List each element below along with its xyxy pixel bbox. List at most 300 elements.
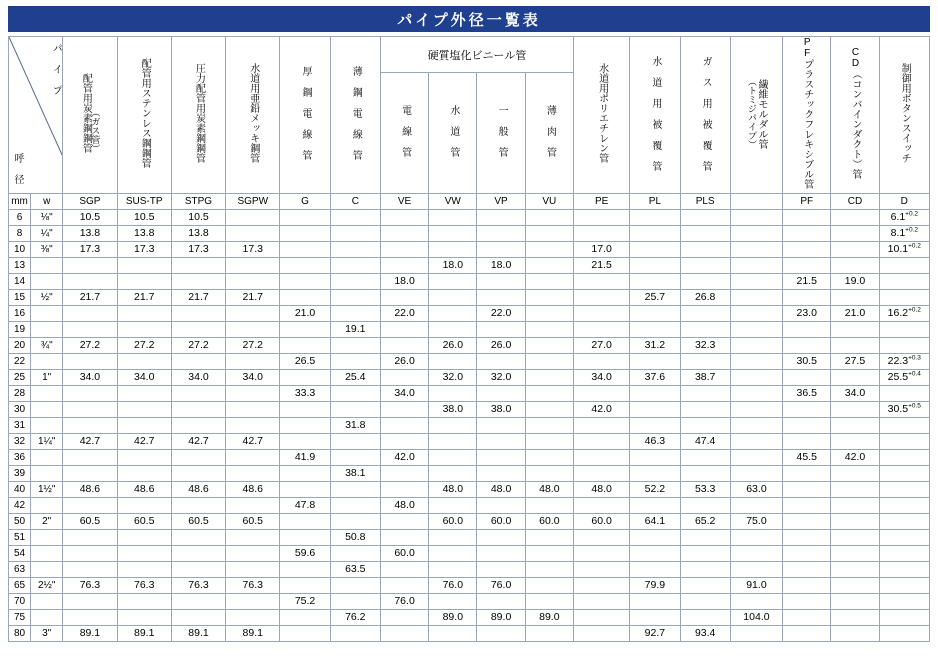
cell-圧力配管用炭素鋼鋼管 [171, 529, 225, 545]
cell-ガス用被覆管 [680, 305, 730, 321]
cell-繊維モルダル管（トミジパイプ） [730, 401, 782, 417]
col-header-pe: 水道用ポリエチレン管 [573, 37, 629, 194]
cell-電線管 [380, 513, 428, 529]
cell-一般管 [477, 353, 525, 369]
cell-厚鋼電線管 [280, 577, 330, 593]
cell-水道管 [429, 209, 477, 225]
cell-制御用ボタンスイッチ [879, 545, 929, 561]
cell-制御用ボタンスイッチ: $22.3^{+0.3}$ [879, 353, 929, 369]
row-size-inch [31, 545, 63, 561]
cell-制御用ボタンスイッチ [879, 609, 929, 625]
cell-CDコンバインダクト管 [831, 545, 879, 561]
code-pe: PE [573, 193, 629, 209]
cell-薄肉管 [525, 497, 573, 513]
cell-PFプラスチックフレキシブル管 [783, 465, 831, 481]
cell-配管用炭素鋼鋼管（ガス管） [63, 273, 117, 289]
cell-水道用ポリエチレン管: 60.0 [573, 513, 629, 529]
cell-圧力配管用炭素鋼鋼管 [171, 545, 225, 561]
cell-PFプラスチックフレキシブル管 [783, 209, 831, 225]
cell-厚鋼電線管 [280, 609, 330, 625]
cell-配管用炭素鋼鋼管（ガス管）: 76.3 [63, 577, 117, 593]
cell-電線管: 42.0 [380, 449, 428, 465]
cell-薄鋼電線管 [330, 545, 380, 561]
cell-水道用亜鉛メッキ鋼管: 34.0 [226, 369, 280, 385]
cell-電線管 [380, 561, 428, 577]
cell-一般管 [477, 241, 525, 257]
cell-厚鋼電線管: 21.0 [280, 305, 330, 321]
cell-水道用ポリエチレン管: 21.5 [573, 257, 629, 273]
cell-水道用ポリエチレン管: 34.0 [573, 369, 629, 385]
cell-水道用ポリエチレン管 [573, 449, 629, 465]
cell-水道用亜鉛メッキ鋼管 [226, 401, 280, 417]
row-size-inch: 1½" [31, 481, 63, 497]
cell-CDコンバインダクト管 [831, 529, 879, 545]
cell-水道用ポリエチレン管 [573, 625, 629, 641]
cell-水道用亜鉛メッキ鋼管: 48.6 [226, 481, 280, 497]
cell-配管用炭素鋼鋼管（ガス管） [63, 529, 117, 545]
cell-一般管: 38.0 [477, 401, 525, 417]
code-pf: PF [783, 193, 831, 209]
cell-配管用炭素鋼鋼管（ガス管）: 17.3 [63, 241, 117, 257]
cell-薄鋼電線管 [330, 225, 380, 241]
row-size-mm: 14 [9, 273, 31, 289]
cell-ガス用被覆管 [680, 465, 730, 481]
cell-一般管: 32.0 [477, 369, 525, 385]
cell-制御用ボタンスイッチ: $30.5^{+0.5}$ [879, 401, 929, 417]
cell-薄鋼電線管 [330, 577, 380, 593]
cell-ガス用被覆管: 53.3 [680, 481, 730, 497]
cell-繊維モルダル管（トミジパイプ） [730, 241, 782, 257]
table-row [9, 305, 930, 321]
row-size-mm: 13 [9, 257, 31, 273]
cell-配管用ステンレス鋼鋼管 [117, 321, 171, 337]
cell-制御用ボタンスイッチ [879, 289, 929, 305]
cell-電線管 [380, 321, 428, 337]
cell-配管用ステンレス鋼鋼管: 89.1 [117, 625, 171, 641]
cell-CDコンバインダクト管 [831, 465, 879, 481]
cell-配管用ステンレス鋼鋼管: 48.6 [117, 481, 171, 497]
cell-水道用ポリエチレン管 [573, 273, 629, 289]
row-size-mm: 19 [9, 321, 31, 337]
cell-圧力配管用炭素鋼鋼管 [171, 465, 225, 481]
cell-水道管 [429, 625, 477, 641]
row-size-mm: 30 [9, 401, 31, 417]
table-row [9, 529, 930, 545]
cell-CDコンバインダクト管 [831, 497, 879, 513]
row-size-inch [31, 609, 63, 625]
cell-薄鋼電線管 [330, 353, 380, 369]
cell-電線管 [380, 337, 428, 353]
cell-繊維モルダル管（トミジパイプ） [730, 625, 782, 641]
col-header-ve: 電 線 管 [380, 73, 428, 193]
col-header-cd: CD（コンバインダクト）管 [831, 37, 879, 194]
col-header-sgp: 配管用炭素鋼鋼管（ガス管） [63, 37, 117, 194]
cell-CDコンバインダクト管 [831, 289, 879, 305]
row-size-inch: ⅛" [31, 209, 63, 225]
cell-水道管 [429, 321, 477, 337]
cell-水道管 [429, 385, 477, 401]
cell-制御用ボタンスイッチ: $8.1^{+0.2}$ [879, 225, 929, 241]
cell-圧力配管用炭素鋼鋼管 [171, 305, 225, 321]
cell-配管用ステンレス鋼鋼管 [117, 545, 171, 561]
cell-厚鋼電線管: 75.2 [280, 593, 330, 609]
cell-配管用炭素鋼鋼管（ガス管）: 10.5 [63, 209, 117, 225]
cell-配管用ステンレス鋼鋼管: 60.5 [117, 513, 171, 529]
code-c: C [330, 193, 380, 209]
cell-電線管 [380, 225, 428, 241]
row-size-mm: 32 [9, 433, 31, 449]
table-row [9, 369, 930, 385]
code-stpg: STPG [171, 193, 225, 209]
cell-ガス用被覆管 [680, 609, 730, 625]
cell-電線管 [380, 289, 428, 305]
cell-配管用ステンレス鋼鋼管 [117, 305, 171, 321]
cell-制御用ボタンスイッチ [879, 625, 929, 641]
cell-水道管 [429, 289, 477, 305]
cell-厚鋼電線管 [280, 481, 330, 497]
cell-PFプラスチックフレキシブル管 [783, 401, 831, 417]
table-row [9, 353, 930, 369]
row-size-mm: 36 [9, 449, 31, 465]
table-row [9, 577, 930, 593]
cell-薄肉管: 48.0 [525, 481, 573, 497]
cell-制御用ボタンスイッチ: $6.1^{+0.2}$ [879, 209, 929, 225]
cell-水道管 [429, 353, 477, 369]
cell-繊維モルダル管（トミジパイプ） [730, 209, 782, 225]
cell-水道用ポリエチレン管 [573, 417, 629, 433]
cell-薄鋼電線管 [330, 497, 380, 513]
code-vu: VU [525, 193, 573, 209]
cell-制御用ボタンスイッチ [879, 321, 929, 337]
cell-水道用ポリエチレン管 [573, 353, 629, 369]
cell-水道用亜鉛メッキ鋼管: 76.3 [226, 577, 280, 593]
cell-水道用被覆管 [630, 545, 680, 561]
cell-水道用ポリエチレン管: 48.0 [573, 481, 629, 497]
cell-電線管 [380, 417, 428, 433]
row-size-mm: 63 [9, 561, 31, 577]
table-row [9, 289, 930, 305]
cell-圧力配管用炭素鋼鋼管: 17.3 [171, 241, 225, 257]
cell-CDコンバインダクト管 [831, 561, 879, 577]
cell-CDコンバインダクト管 [831, 257, 879, 273]
cell-制御用ボタンスイッチ [879, 385, 929, 401]
cell-PFプラスチックフレキシブル管: 21.5 [783, 273, 831, 289]
cell-水道管 [429, 433, 477, 449]
cell-配管用炭素鋼鋼管（ガス管） [63, 609, 117, 625]
cell-ガス用被覆管 [680, 577, 730, 593]
row-size-inch: 2½" [31, 577, 63, 593]
cell-CDコンバインダクト管 [831, 401, 879, 417]
cell-水道用ポリエチレン管: 17.0 [573, 241, 629, 257]
cell-電線管 [380, 257, 428, 273]
cell-制御用ボタンスイッチ [879, 433, 929, 449]
cell-薄肉管 [525, 593, 573, 609]
cell-薄肉管 [525, 577, 573, 593]
cell-制御用ボタンスイッチ [879, 529, 929, 545]
cell-制御用ボタンスイッチ [879, 465, 929, 481]
cell-水道用被覆管: 52.2 [630, 481, 680, 497]
cell-CDコンバインダクト管 [831, 433, 879, 449]
cell-繊維モルダル管（トミジパイプ） [730, 593, 782, 609]
col-header-d: 制御用ボタンスイッチ [879, 37, 929, 194]
cell-配管用ステンレス鋼鋼管: 10.5 [117, 209, 171, 225]
cell-薄鋼電線管: 50.8 [330, 529, 380, 545]
cell-水道用亜鉛メッキ鋼管: 42.7 [226, 433, 280, 449]
cell-薄肉管 [525, 353, 573, 369]
col-header-g: 厚 鋼 電 線 管 [280, 37, 330, 194]
row-size-mm: 80 [9, 625, 31, 641]
cell-水道管 [429, 497, 477, 513]
cell-ガス用被覆管 [680, 449, 730, 465]
cell-CDコンバインダクト管 [831, 225, 879, 241]
col-header-stpg: 圧力配管用炭素鋼鋼管 [171, 37, 225, 194]
cell-薄肉管 [525, 273, 573, 289]
cell-水道用亜鉛メッキ鋼管 [226, 257, 280, 273]
cell-薄肉管 [525, 321, 573, 337]
cell-圧力配管用炭素鋼鋼管: 10.5 [171, 209, 225, 225]
cell-PFプラスチックフレキシブル管 [783, 625, 831, 641]
cell-一般管: 48.0 [477, 481, 525, 497]
cell-配管用炭素鋼鋼管（ガス管） [63, 497, 117, 513]
cell-一般管 [477, 545, 525, 561]
cell-水道管 [429, 417, 477, 433]
cell-圧力配管用炭素鋼鋼管 [171, 401, 225, 417]
cell-水道用ポリエチレン管: 27.0 [573, 337, 629, 353]
cell-水道用ポリエチレン管 [573, 385, 629, 401]
cell-配管用炭素鋼鋼管（ガス管）: 48.6 [63, 481, 117, 497]
cell-PFプラスチックフレキシブル管 [783, 593, 831, 609]
cell-水道用被覆管 [630, 353, 680, 369]
cell-水道用ポリエチレン管 [573, 545, 629, 561]
row-size-inch [31, 417, 63, 433]
cell-水道用亜鉛メッキ鋼管 [226, 273, 280, 289]
code-g: G [280, 193, 330, 209]
cell-圧力配管用炭素鋼鋼管 [171, 593, 225, 609]
cell-配管用ステンレス鋼鋼管 [117, 529, 171, 545]
cell-厚鋼電線管: 59.6 [280, 545, 330, 561]
row-size-inch [31, 465, 63, 481]
cell-一般管 [477, 593, 525, 609]
cell-厚鋼電線管 [280, 337, 330, 353]
cell-圧力配管用炭素鋼鋼管: 34.0 [171, 369, 225, 385]
cell-水道用亜鉛メッキ鋼管 [226, 305, 280, 321]
cell-電線管 [380, 577, 428, 593]
cell-CDコンバインダクト管: 34.0 [831, 385, 879, 401]
code-sus-tp: SUS-TP [117, 193, 171, 209]
cell-配管用ステンレス鋼鋼管 [117, 401, 171, 417]
cell-配管用炭素鋼鋼管（ガス管） [63, 417, 117, 433]
cell-薄鋼電線管: 31.8 [330, 417, 380, 433]
cell-ガス用被覆管: 38.7 [680, 369, 730, 385]
row-size-inch [31, 561, 63, 577]
cell-水道用亜鉛メッキ鋼管 [226, 593, 280, 609]
cell-制御用ボタンスイッチ [879, 561, 929, 577]
row-size-inch [31, 273, 63, 289]
cell-PFプラスチックフレキシブル管 [783, 337, 831, 353]
cell-繊維モルダル管（トミジパイプ） [730, 273, 782, 289]
cell-配管用炭素鋼鋼管（ガス管） [63, 449, 117, 465]
table-row [9, 401, 930, 417]
cell-圧力配管用炭素鋼鋼管: 76.3 [171, 577, 225, 593]
cell-水道用亜鉛メッキ鋼管 [226, 561, 280, 577]
cell-厚鋼電線管 [280, 513, 330, 529]
cell-薄肉管 [525, 465, 573, 481]
cell-配管用炭素鋼鋼管（ガス管） [63, 545, 117, 561]
cell-電線管 [380, 241, 428, 257]
cell-薄鋼電線管: 38.1 [330, 465, 380, 481]
cell-一般管 [477, 225, 525, 241]
cell-水道管: 89.0 [429, 609, 477, 625]
cell-配管用ステンレス鋼鋼管 [117, 497, 171, 513]
cell-水道用亜鉛メッキ鋼管 [226, 385, 280, 401]
code-vp: VP [477, 193, 525, 209]
table-row [9, 417, 930, 433]
col-header-sus-tp: 配管用ステンレス鋼鋼管 [117, 37, 171, 194]
cell-配管用ステンレス鋼鋼管 [117, 449, 171, 465]
cell-水道用亜鉛メッキ鋼管 [226, 353, 280, 369]
cell-電線管: 60.0 [380, 545, 428, 561]
cell-薄鋼電線管 [330, 625, 380, 641]
code-fiber-mortar [730, 193, 782, 209]
cell-ガス用被覆管 [680, 209, 730, 225]
cell-水道用亜鉛メッキ鋼管 [226, 465, 280, 481]
cell-水道用ポリエチレン管 [573, 433, 629, 449]
table-row [9, 497, 930, 513]
code-pls: PLS [680, 193, 730, 209]
tolerance-superscript: +0.2 [908, 306, 921, 314]
cell-厚鋼電線管 [280, 209, 330, 225]
cell-薄肉管 [525, 561, 573, 577]
row-size-mm: 6 [9, 209, 31, 225]
row-size-mm: 70 [9, 593, 31, 609]
col-header-pf: PFプラスチックフレキシブル管 [783, 37, 831, 194]
row-size-inch: 1¼" [31, 433, 63, 449]
cell-配管用炭素鋼鋼管（ガス管）: 27.2 [63, 337, 117, 353]
cell-PFプラスチックフレキシブル管 [783, 609, 831, 625]
cell-薄鋼電線管 [330, 481, 380, 497]
cell-PFプラスチックフレキシブル管: 30.5 [783, 353, 831, 369]
cell-ガス用被覆管: 26.8 [680, 289, 730, 305]
cell-圧力配管用炭素鋼鋼管: 13.8 [171, 225, 225, 241]
row-size-inch: 1" [31, 369, 63, 385]
cell-配管用ステンレス鋼鋼管 [117, 385, 171, 401]
cell-水道用被覆管 [630, 497, 680, 513]
cell-水道管 [429, 225, 477, 241]
table-row [9, 433, 930, 449]
cell-薄肉管 [525, 417, 573, 433]
table-row [9, 257, 930, 273]
cell-配管用ステンレス鋼鋼管 [117, 593, 171, 609]
row-size-inch [31, 257, 63, 273]
cell-CDコンバインダクト管 [831, 625, 879, 641]
cell-厚鋼電線管 [280, 433, 330, 449]
cell-繊維モルダル管（トミジパイプ） [730, 305, 782, 321]
cell-厚鋼電線管 [280, 561, 330, 577]
cell-配管用ステンレス鋼鋼管 [117, 465, 171, 481]
cell-電線管: 34.0 [380, 385, 428, 401]
cell-圧力配管用炭素鋼鋼管 [171, 321, 225, 337]
cell-配管用炭素鋼鋼管（ガス管）: 21.7 [63, 289, 117, 305]
cell-ガス用被覆管 [680, 353, 730, 369]
cell-電線管: 18.0 [380, 273, 428, 289]
cell-水道管 [429, 241, 477, 257]
cell-水道用被覆管 [630, 417, 680, 433]
cell-水道用被覆管 [630, 273, 680, 289]
cell-CDコンバインダクト管: 42.0 [831, 449, 879, 465]
code-sgpw: SGPW [226, 193, 280, 209]
cell-一般管 [477, 385, 525, 401]
cell-ガス用被覆管 [680, 241, 730, 257]
cell-水道用被覆管: 25.7 [630, 289, 680, 305]
cell-繊維モルダル管（トミジパイプ） [730, 289, 782, 305]
cell-一般管 [477, 321, 525, 337]
cell-配管用炭素鋼鋼管（ガス管）: 60.5 [63, 513, 117, 529]
table-row [9, 481, 930, 497]
cell-水道用被覆管: 37.6 [630, 369, 680, 385]
cell-水道用亜鉛メッキ鋼管: 89.1 [226, 625, 280, 641]
unit-inch: w [31, 193, 63, 209]
header-row-main [9, 37, 930, 73]
cell-厚鋼電線管 [280, 225, 330, 241]
row-size-mm: 65 [9, 577, 31, 593]
cell-水道管: 26.0 [429, 337, 477, 353]
cell-制御用ボタンスイッチ [879, 593, 929, 609]
row-size-mm: 15 [9, 289, 31, 305]
cell-水道用亜鉛メッキ鋼管 [226, 449, 280, 465]
row-size-mm: 75 [9, 609, 31, 625]
row-size-mm: 22 [9, 353, 31, 369]
cell-圧力配管用炭素鋼鋼管: 89.1 [171, 625, 225, 641]
row-size-inch [31, 385, 63, 401]
cell-配管用炭素鋼鋼管（ガス管） [63, 321, 117, 337]
table-row [9, 385, 930, 401]
cell-ガス用被覆管: 32.3 [680, 337, 730, 353]
cell-厚鋼電線管 [280, 625, 330, 641]
cell-繊維モルダル管（トミジパイプ）: 104.0 [730, 609, 782, 625]
cell-制御用ボタンスイッチ [879, 497, 929, 513]
row-size-inch [31, 353, 63, 369]
cell-CDコンバインダクト管: 21.0 [831, 305, 879, 321]
row-size-inch: ⅜" [31, 241, 63, 257]
cell-圧力配管用炭素鋼鋼管 [171, 353, 225, 369]
cell-水道管: 32.0 [429, 369, 477, 385]
cell-一般管: 26.0 [477, 337, 525, 353]
cell-電線管: 76.0 [380, 593, 428, 609]
cell-水道用被覆管 [630, 385, 680, 401]
cell-圧力配管用炭素鋼鋼管 [171, 257, 225, 273]
cell-配管用炭素鋼鋼管（ガス管） [63, 305, 117, 321]
cell-薄鋼電線管 [330, 241, 380, 257]
cell-制御用ボタンスイッチ [879, 577, 929, 593]
row-size-inch [31, 593, 63, 609]
row-size-inch [31, 401, 63, 417]
cell-水道用ポリエチレン管 [573, 305, 629, 321]
cell-厚鋼電線管 [280, 241, 330, 257]
cell-電線管 [380, 529, 428, 545]
cell-薄鋼電線管: 63.5 [330, 561, 380, 577]
cell-一般管 [477, 273, 525, 289]
cell-薄鋼電線管 [330, 513, 380, 529]
cell-圧力配管用炭素鋼鋼管: 42.7 [171, 433, 225, 449]
row-size-inch [31, 305, 63, 321]
cell-厚鋼電線管 [280, 417, 330, 433]
cell-水道用被覆管 [630, 529, 680, 545]
cell-水道用ポリエチレン管: 42.0 [573, 401, 629, 417]
cell-薄肉管: 60.0 [525, 513, 573, 529]
cell-繊維モルダル管（トミジパイプ） [730, 225, 782, 241]
col-header-vu: 薄 肉 管 [525, 73, 573, 193]
cell-薄鋼電線管: 19.1 [330, 321, 380, 337]
